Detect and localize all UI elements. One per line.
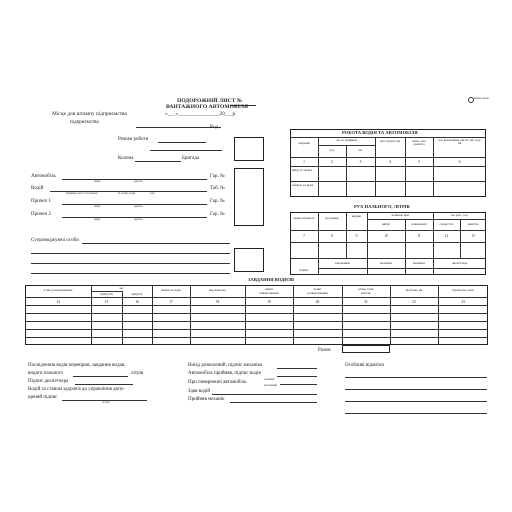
car-garage-label: Гар. № — [210, 174, 225, 179]
tt-col-tons: кільк. тонн — [358, 288, 374, 291]
work-table-col — [405, 137, 406, 197]
trailer2-hint-reg: держ.№ — [134, 218, 143, 221]
task-table-line — [25, 313, 488, 314]
driver-handover-line — [212, 394, 317, 395]
ft-num-7: 7 — [303, 234, 305, 238]
waybill-date: «___»________________20___р. — [165, 111, 237, 117]
trailer2-label: Причеп 2 — [31, 212, 51, 217]
fuel-table — [290, 212, 486, 275]
ft-num-12: 12 — [444, 234, 449, 238]
dispatcher-sign-line — [75, 384, 133, 385]
ft-sign-col-4: диспетчера — [451, 262, 468, 265]
notes-line-2 — [345, 389, 487, 390]
ft-sign-label: підпис — [299, 269, 309, 272]
escorts-line-4 — [31, 273, 230, 274]
ft-num-10: 10 — [384, 234, 388, 238]
trailer2-hint-brand: марка — [94, 218, 101, 221]
car-hint-reg: держ.№ — [134, 180, 143, 183]
tt-num-16: 16 — [135, 300, 139, 304]
task-total-label: Разом — [318, 348, 331, 353]
driver-hint-class: клас — [150, 192, 155, 195]
tt-num-17: 17 — [169, 300, 173, 304]
notes-line-3 — [345, 401, 487, 402]
trailer1-hint-reg: держ.№ — [134, 205, 143, 208]
escorts-line-1 — [82, 243, 230, 244]
tt-col-departure: вибуття — [131, 293, 143, 296]
stamp-label: Місце для штампу підприємства — [52, 111, 127, 117]
task-table-col — [438, 285, 439, 345]
bottom-l2: видати пального — [28, 371, 64, 376]
work-table-col — [318, 137, 319, 197]
wt-col-operation: операція — [298, 142, 310, 145]
task-table-line — [91, 291, 122, 292]
ft-col-worktime: час роб., год. — [450, 214, 469, 217]
work-table-col — [346, 145, 347, 197]
fuel-table-line — [290, 242, 486, 243]
ft-num-11: 11 — [417, 234, 421, 238]
bottom-m3: При поверненні автомобіль — [188, 380, 247, 385]
task-table-title: ЗАВДАННЯ ВОДІЄВІ — [248, 277, 295, 282]
task-table-col — [390, 285, 391, 345]
stamp-box-middle — [234, 168, 264, 226]
work-table-title: РОБОТА ВОДІЯ ТА АВТОМОБІЛЯ — [342, 130, 418, 135]
bottom-l5: щений підпис — [28, 395, 58, 400]
wt-col-speedometer: показ. спі-дометра — [411, 140, 427, 147]
waybill-subtitle: ВАНТАЖНОГО АВТОМОБІЛЯ — [166, 104, 249, 110]
ft-num-13: 13 — [471, 234, 475, 238]
fuel-table-col — [433, 212, 434, 275]
bottom-m2: Автомобіль прийняв, підпис водія — [188, 371, 261, 376]
escorts-label: Супроводжуючі особи — [31, 238, 79, 243]
work-table-line — [290, 157, 486, 158]
stamp-label-2: підприємства — [70, 120, 99, 125]
tt-col-distance: відстань, км — [405, 289, 423, 292]
logo-text: Бизнес-центр — [474, 97, 489, 100]
bottom-l2b: літрів — [131, 371, 144, 376]
escorts-line-2 — [31, 253, 230, 254]
wt-col-schedule: час за графіком — [336, 139, 357, 142]
ft-col-out: виїзді — [382, 223, 390, 226]
car-label: Автомобіль — [31, 174, 56, 179]
fuel-table-title: РУХ ПАЛЬНОГО, ЛІТРІВ — [354, 204, 410, 209]
ft-col-remain: залишок при — [391, 214, 409, 217]
ft-sign-col-1: заправника — [334, 262, 351, 265]
bottom-m4: Здав водій — [188, 389, 211, 394]
tt-num-21: 21 — [364, 300, 368, 304]
code-label: Код — [210, 125, 218, 130]
work-table-col — [375, 137, 376, 197]
tt-col-load: пункт — [265, 288, 273, 291]
fuel-table-line — [318, 268, 486, 269]
tt-num-20: 20 — [315, 300, 320, 304]
work-table-line — [290, 181, 486, 182]
tt-col-trips: кількість їздок — [161, 289, 181, 292]
wt-col-actual: час фактичний, число, міс.,год., хв. — [438, 139, 482, 146]
task-table-line — [25, 305, 488, 306]
ft-col-brand: марка пального — [293, 217, 315, 220]
fuel-table-line — [290, 258, 486, 259]
driver-tab-label: Таб. № — [210, 186, 225, 191]
task-table-line — [25, 321, 488, 322]
tt-num-15: 15 — [104, 300, 109, 304]
tt-col-unload-2: розвантаження — [307, 292, 328, 295]
wt-num-2: 2 — [331, 160, 333, 164]
trailer1-garage-label: Гар. № — [210, 199, 225, 204]
bottom-l1: Посвідчення водія перевірив, завдання видав, — [28, 363, 126, 368]
stamp-box-bottom — [234, 248, 264, 272]
ft-num-8: 8 — [331, 234, 333, 238]
bottom-l5-hint: посада — [102, 401, 110, 404]
wt-col-minutes: хв. — [358, 149, 363, 152]
fuel-issue-line — [73, 376, 128, 377]
mechanic-out-line — [277, 368, 317, 369]
car-hint-brand: марка — [94, 180, 101, 183]
code-line — [150, 150, 222, 151]
work-table-line — [290, 137, 486, 138]
tt-num-14: 14 — [56, 300, 60, 304]
escorts-line-3 — [31, 263, 230, 264]
tt-col-disposal: в чиє розпорядження — [43, 289, 73, 292]
driver-label: Водій — [31, 186, 44, 191]
driver-hint-license: № посвід. водія — [118, 192, 136, 195]
wt-num-6: 6 — [458, 160, 461, 164]
work-mode-line — [158, 142, 206, 143]
bottom-r1: Особливі відмітки — [345, 363, 385, 368]
trailer2-garage-label: Гар. № — [210, 212, 225, 217]
tt-col-transported: перевезти, тонн — [452, 289, 474, 292]
ft-sign-col-3: механіка — [413, 262, 425, 265]
task-table-line — [25, 329, 488, 330]
tt-col-extra: вантаж — [361, 292, 371, 295]
notes-line-4 — [345, 413, 487, 414]
wt-num-3: 3 — [359, 160, 362, 164]
fuel-table-col — [367, 212, 368, 275]
column-line — [135, 161, 181, 162]
trailer1-label: Причеп 1 — [31, 199, 51, 204]
fuel-table-col — [405, 219, 406, 275]
tt-col-unload: пункт — [313, 288, 322, 291]
ft-col-return: поверненні — [411, 223, 427, 226]
wt-num-4: 4 — [389, 160, 391, 164]
tt-col-load-2: навантаження — [259, 292, 279, 295]
work-table-line — [290, 166, 486, 167]
trailer1-hint-brand: марка — [94, 205, 101, 208]
tt-num-18: 18 — [215, 300, 220, 304]
fuel-table-line — [290, 230, 486, 231]
tt-num-19: 19 — [267, 300, 271, 304]
wt-row-out: виїзд із гаража — [292, 169, 313, 172]
work-table-col — [433, 137, 434, 197]
bottom-m5: Прийняв механік — [188, 397, 225, 402]
wt-num-1: 1 — [303, 160, 305, 164]
mechanic-accept-line — [230, 402, 317, 403]
stamp-line — [136, 127, 221, 128]
ft-col-special: спецустат. — [439, 223, 454, 226]
bottom-m3-hint2: несправний — [264, 384, 277, 387]
ft-col-issued: видано — [351, 215, 362, 218]
tt-col-time: час — [119, 287, 124, 290]
bottom-l3: Підпис диспетчера — [28, 379, 69, 384]
tt-num-22: 22 — [412, 300, 416, 304]
wt-col-hours: год. — [329, 149, 335, 152]
bottom-m3-hint1: справний — [264, 378, 275, 381]
task-table-line — [25, 337, 488, 338]
tt-col-cargo: вид вантажу — [209, 289, 226, 292]
bottom-m1: Виїзд дозволений, підпис механіка — [188, 363, 263, 368]
stamp-box-top — [234, 137, 264, 161]
column-label: Колона — [118, 156, 134, 161]
fuel-table-line — [367, 219, 486, 220]
tt-num-23: 23 — [461, 300, 465, 304]
driver-hint-name: прізвище, ім'я та по батькові — [66, 192, 98, 195]
tt-col-arrival: прибуття — [100, 293, 113, 296]
driver-accept-line — [277, 376, 317, 377]
task-table-col — [190, 285, 191, 345]
notes-line-1 — [345, 377, 487, 378]
fuel-table-col — [318, 212, 319, 275]
ft-col-code: код марки — [325, 217, 339, 220]
task-table-col — [152, 285, 153, 345]
bottom-l4: Водій за станом здоров'я до управління допу- — [28, 387, 126, 392]
work-mode-label: Режим роботи — [118, 137, 149, 142]
wt-row-in: поверн. в гараж — [292, 184, 314, 187]
ft-sign-col-2: механіка — [380, 262, 392, 265]
ft-col-engine: двигуна — [467, 223, 479, 226]
wt-col-odometer: пул. пробіг, км — [380, 140, 400, 143]
return-state-line — [280, 384, 317, 385]
ft-num-9: 9 — [355, 234, 358, 238]
wt-num-5: 5 — [418, 160, 420, 164]
task-total-box — [342, 345, 390, 353]
waybill-title: ПОДОРОЖНІЙ ЛИСТ № — [177, 98, 243, 104]
brigade-label: Бригада — [182, 156, 200, 161]
task-table-line — [25, 297, 488, 298]
